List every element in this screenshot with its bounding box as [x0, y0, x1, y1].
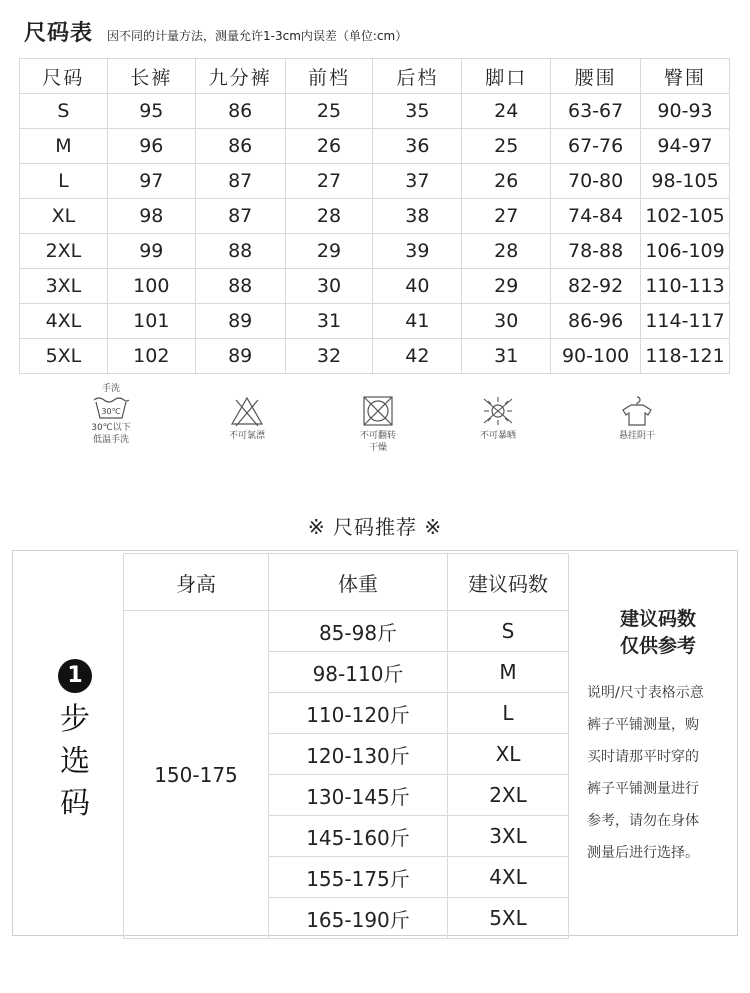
table-cell: S [20, 94, 108, 129]
hand-wash-label-2: 低温手洗 [92, 435, 129, 445]
recommend-table [123, 553, 569, 939]
table-row [20, 269, 730, 304]
advice-heading [583, 606, 733, 660]
table-row [20, 234, 730, 269]
table-cell: 24 [462, 94, 551, 129]
advice-line: 说明/尺寸表格示意 [587, 685, 704, 701]
column-header: 长裤 [107, 59, 195, 94]
no-tumble-label-2: 干燥 [368, 443, 387, 453]
table-cell: 25 [285, 94, 373, 129]
column-header: 臀围 [641, 59, 730, 94]
table-cell: 88 [195, 269, 285, 304]
step-char: 步 [60, 702, 90, 737]
height-range-cell: 150-175 [124, 611, 269, 939]
no-bleach-label: 不可氯漂 [228, 431, 265, 441]
weight-cell: 98-110斤 [269, 652, 448, 693]
table-row [20, 199, 730, 234]
table-row [20, 304, 730, 339]
table-cell: 87 [195, 164, 285, 199]
table-cell: 89 [195, 304, 285, 339]
table-cell: 29 [285, 234, 373, 269]
size-cell: 2XL [448, 775, 569, 816]
column-header: 腰围 [551, 59, 641, 94]
table-cell: M [20, 129, 108, 164]
table-cell: 26 [285, 129, 373, 164]
hand-wash-top-label: 手洗 [101, 384, 120, 394]
table-cell: 27 [285, 164, 373, 199]
table-cell: 78-88 [551, 234, 641, 269]
advice-heading-line: 建议码数 [619, 608, 696, 630]
table-cell: 35 [373, 94, 462, 129]
weight-cell: 145-160斤 [269, 816, 448, 857]
table-cell: 102 [107, 339, 195, 374]
table-cell: 102-105 [641, 199, 730, 234]
table-cell: 90-100 [551, 339, 641, 374]
table-row [20, 129, 730, 164]
table-cell: 36 [373, 129, 462, 164]
table-cell: 3XL [20, 269, 108, 304]
table-cell: 88 [195, 234, 285, 269]
page-header [24, 16, 407, 50]
hand-wash-temp: 30℃ [101, 407, 121, 416]
column-header: 建议码数 [448, 554, 569, 611]
table-cell: 114-117 [641, 304, 730, 339]
step-char: 码 [60, 786, 90, 821]
table-cell: 42 [373, 339, 462, 374]
hand-wash-label-1: 30℃以下 [91, 423, 131, 433]
table-cell: 110-113 [641, 269, 730, 304]
size-cell: 5XL [448, 898, 569, 939]
step-char: 选 [60, 744, 90, 779]
table-row [20, 339, 730, 374]
table-cell: 25 [462, 129, 551, 164]
column-header: 九分裤 [195, 59, 285, 94]
advice-line: 裤子平铺测量，购 [587, 717, 699, 733]
table-cell: 97 [107, 164, 195, 199]
table-cell: 118-121 [641, 339, 730, 374]
table-cell: 106-109 [641, 234, 730, 269]
size-table-header [20, 59, 730, 94]
table-cell: 82-92 [551, 269, 641, 304]
table-cell: 32 [285, 339, 373, 374]
table-cell: 31 [462, 339, 551, 374]
advice-description [587, 677, 737, 869]
table-cell: 26 [462, 164, 551, 199]
table-cell: 90-93 [641, 94, 730, 129]
size-cell: L [448, 693, 569, 734]
size-cell: 4XL [448, 857, 569, 898]
care-hang-dry [582, 384, 692, 442]
table-cell: 89 [195, 339, 285, 374]
no-tumble-dry-icon [358, 394, 398, 428]
table-row [124, 611, 569, 652]
hand-wash-icon [91, 394, 131, 420]
table-cell: 30 [462, 304, 551, 339]
weight-cell: 165-190斤 [269, 898, 448, 939]
table-cell: 98-105 [641, 164, 730, 199]
table-cell: 100 [107, 269, 195, 304]
table-cell: 86-96 [551, 304, 641, 339]
column-header: 体重 [269, 554, 448, 611]
size-cell: M [448, 652, 569, 693]
table-cell: 70-80 [551, 164, 641, 199]
table-cell: L [20, 164, 108, 199]
table-cell: 63-67 [551, 94, 641, 129]
table-cell: 41 [373, 304, 462, 339]
column-header: 尺码 [20, 59, 108, 94]
recommend-panel [12, 550, 738, 936]
column-header: 前档 [285, 59, 373, 94]
table-cell: 28 [285, 199, 373, 234]
size-table [19, 58, 730, 374]
table-cell: 86 [195, 129, 285, 164]
table-cell: 2XL [20, 234, 108, 269]
table-cell: 87 [195, 199, 285, 234]
table-cell: 99 [107, 234, 195, 269]
advice-heading-line: 仅供参考 [619, 635, 696, 657]
table-cell: XL [20, 199, 108, 234]
size-cell: XL [448, 734, 569, 775]
hang-dry-shirt-icon [617, 394, 657, 428]
measurement-note: 因不同的计量方法，测量允许1-3cm内误差（单位:cm） [107, 29, 408, 43]
column-header: 脚口 [462, 59, 551, 94]
advice-line: 参考，请勿在身体 [587, 813, 699, 829]
recommend-title: ※ 尺码推荐 ※ [307, 515, 443, 539]
table-cell: 86 [195, 94, 285, 129]
step-number-badge: 1 [58, 659, 92, 693]
table-cell: 4XL [20, 304, 108, 339]
table-cell: 98 [107, 199, 195, 234]
weight-cell: 155-175斤 [269, 857, 448, 898]
table-row [20, 94, 730, 129]
size-cell: 3XL [448, 816, 569, 857]
table-cell: 67-76 [551, 129, 641, 164]
advice-line: 买时请那平时穿的 [587, 749, 699, 765]
table-cell: 96 [107, 129, 195, 164]
no-sun-icon [478, 394, 518, 428]
advice-line: 裤子平铺测量进行 [587, 781, 699, 797]
table-cell: 101 [107, 304, 195, 339]
table-cell: 39 [373, 234, 462, 269]
table-cell: 30 [285, 269, 373, 304]
column-header: 身高 [124, 554, 269, 611]
hang-dry-label: 悬挂阴干 [618, 431, 655, 441]
table-cell: 74-84 [551, 199, 641, 234]
table-cell: 27 [462, 199, 551, 234]
table-cell: 37 [373, 164, 462, 199]
weight-cell: 85-98斤 [269, 611, 448, 652]
size-cell: S [448, 611, 569, 652]
care-no-bleach [192, 384, 302, 442]
table-cell: 5XL [20, 339, 108, 374]
table-cell: 29 [462, 269, 551, 304]
column-header: 后档 [373, 59, 462, 94]
recommend-header-row [124, 554, 569, 611]
table-cell: 38 [373, 199, 462, 234]
weight-cell: 110-120斤 [269, 693, 448, 734]
step-label [49, 659, 101, 825]
care-no-sun [443, 384, 553, 442]
care-hand-wash [56, 384, 166, 446]
weight-cell: 130-145斤 [269, 775, 448, 816]
page-title: 尺码表 [24, 21, 94, 46]
no-bleach-icon [227, 394, 267, 428]
care-no-tumble-dry [323, 384, 433, 454]
no-sun-label: 不可暴晒 [479, 431, 516, 441]
table-cell: 31 [285, 304, 373, 339]
table-cell: 95 [107, 94, 195, 129]
no-tumble-label-1: 不可翻转 [359, 431, 396, 441]
table-row [20, 164, 730, 199]
table-cell: 40 [373, 269, 462, 304]
table-cell: 28 [462, 234, 551, 269]
table-cell: 94-97 [641, 129, 730, 164]
weight-cell: 120-130斤 [269, 734, 448, 775]
advice-line: 测量后进行选择。 [587, 845, 699, 861]
